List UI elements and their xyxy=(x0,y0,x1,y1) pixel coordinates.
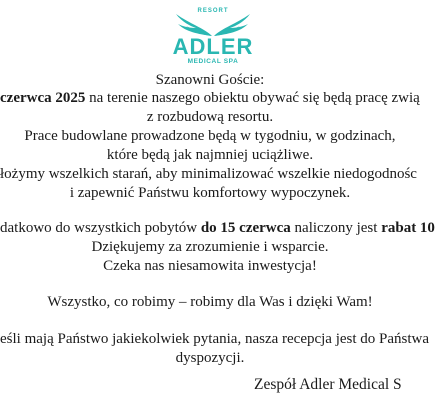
paragraph-4-line-3: Czeka nas niesamowita inwestycja! xyxy=(103,258,317,274)
paragraph-5-line-1: Wszystko, co robimy – robimy dla Was i dzięki Wam! xyxy=(47,294,373,310)
logo-name: ADLER xyxy=(172,34,254,59)
date-bold: czerwca 2025 xyxy=(0,90,86,106)
signature: Zespół Adler Medical S xyxy=(254,376,402,393)
adler-logo xyxy=(168,6,258,72)
paragraph-4-text-b: naliczony jest xyxy=(290,220,382,236)
paragraph-6-line-2: dyspozycji. xyxy=(175,350,245,366)
paragraph-3-line-2: i zapewnić Państwu komfortowy wypoczynek. xyxy=(69,185,351,201)
logo-subtitle: MEDICAL SPA xyxy=(187,58,239,65)
greeting: Szanowni Goście: xyxy=(155,72,265,88)
paragraph-1-line-1-text: na terenie naszego obiektu obywać się będą pracę zwią xyxy=(85,90,420,106)
paragraph-3-line-1: łożymy wszelkich starań, aby minimalizować wszelkie niedogodnośc xyxy=(0,166,417,182)
paragraph-4-line-1 xyxy=(0,219,435,237)
paragraph-4-line-2: Dziękujemy za zrozumienie i wsparcie. xyxy=(91,239,329,255)
paragraph-6-line-1: eśli mają Państwo jakiekolwiek pytania, nasza recepcja jest do Państwa xyxy=(0,331,430,347)
logo-resort-text: RESORT xyxy=(197,8,229,14)
paragraph-2-line-1: Prace budowlane prowadzone będą w tygodniu, w godzinach, xyxy=(24,128,396,144)
paragraph-4-text-a: datkowo do wszystkich pobytów xyxy=(0,220,201,236)
paragraph-1-line-1 xyxy=(0,89,420,107)
discount-bold: rabat 10 xyxy=(381,220,435,236)
deadline-bold: do 15 czerwca xyxy=(200,220,291,236)
paragraph-2-line-2: które będą jak najmniej uciążliwe. xyxy=(106,147,314,163)
paragraph-1-line-2: z rozbudową resortu. xyxy=(146,109,274,125)
